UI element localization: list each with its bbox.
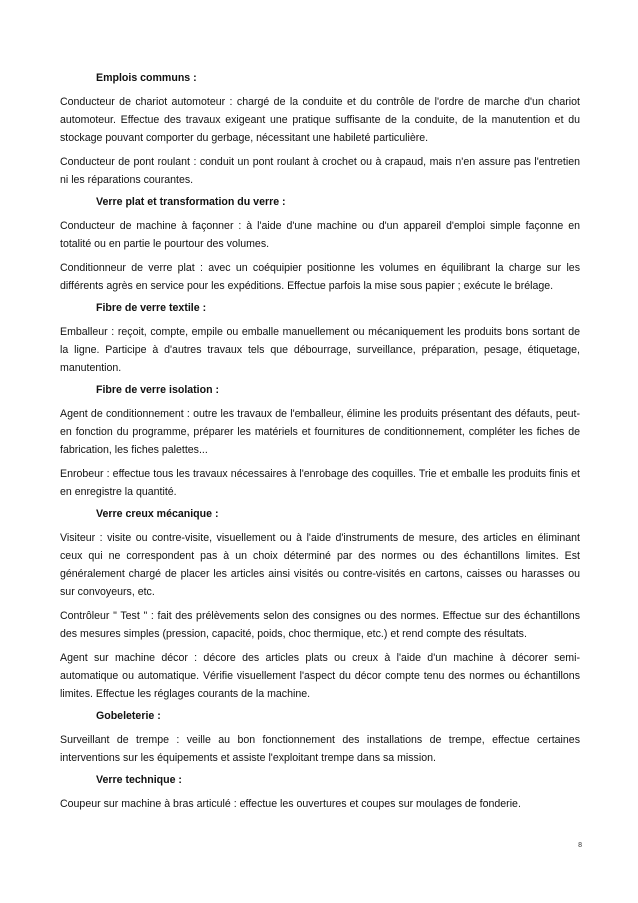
paragraph: Surveillant de trempe : veille au bon fonctionnement des installations de trempe, effectue certaines interventions sur les équipements et assiste l'exploitant trempe dans sa mission.	[60, 734, 580, 764]
paragraph: Conditionneur de verre plat : avec un coéquipier positionne les volumes en équilibrant la charge sur les différents agrès en service pour les expéditions. Effectue parfois la mise sous papier ; exécute le brélage.	[60, 262, 580, 292]
section-verre-creux	[60, 507, 580, 703]
page-content	[60, 71, 580, 819]
section-heading: Gobeleterie :	[96, 710, 161, 722]
paragraph: Conducteur de machine à façonner : à l'aide d'une machine ou d'un appareil d'emploi simple façonne en totalité ou en partie le pourtour des volumes.	[60, 220, 580, 250]
paragraph: Coupeur sur machine à bras articulé : effectue les ouvertures et coupes sur moulages de fonderie.	[60, 798, 521, 810]
paragraph: Conducteur de pont roulant : conduit un pont roulant à crochet ou à crapaud, mais n'en assure pas l'entretien ni les réparations courantes.	[60, 156, 580, 186]
section-emplois-communs	[60, 71, 580, 189]
section-fibre-textile	[60, 301, 580, 377]
section-heading: Emplois communs :	[96, 72, 197, 84]
paragraph: Conducteur de chariot automoteur : chargé de la conduite et du contrôle de l'ordre de marche d'un chariot automoteur. Effectue des travaux exigeant une pratique suffisante de la conduite, de la manutention et du stockage pouvant comporter du gerbage, nécessitant une habileté particulière.	[60, 96, 580, 144]
section-heading: Verre technique :	[96, 774, 182, 786]
section-heading: Fibre de verre isolation :	[96, 384, 220, 396]
paragraph: Visiteur : visite ou contre-visite, visuellement ou à l'aide d'instruments de mesure, des articles en éliminant ceux qui ne correspondent pas à un choix déterminé par des normes ou des échantillons limites. Est généralement chargé de placer les articles ainsi visités ou contre-visités en cartons, caisses ou harasses ou sur convoyeurs, etc.	[60, 532, 580, 598]
section-heading: Verre creux mécanique :	[96, 508, 219, 520]
section-heading: Fibre de verre textile :	[96, 302, 207, 314]
paragraph: Agent sur machine décor : décore des articles plats ou creux à l'aide d'un machine à décorer semi-automatique ou automatique. Vérifie visuellement l'aspect du décor compte tenu des normes ou échantillons limites. Effectue les réglages courants de la machine.	[60, 652, 580, 700]
section-verre-plat	[60, 195, 580, 295]
page-number: 8	[578, 842, 582, 849]
paragraph: Agent de conditionnement : outre les travaux de l'emballeur, élimine les produits présentant des défauts, peut-en fonction du programme, préparer les matériels et fournitures de conditionnement, compléter les fiches de fabrication, les fiches palettes...	[60, 408, 580, 456]
paragraph: Contrôleur " Test " : fait des prélèvements selon des consignes ou des normes. Effectue sur des échantillons des mesures simples (pression, capacité, poids, choc thermique, etc.) et rend compte des résultats.	[60, 610, 580, 640]
section-verre-technique	[60, 773, 580, 813]
section-gobeleterie	[60, 709, 580, 767]
section-heading: Verre plat et transformation du verre :	[96, 196, 286, 208]
section-fibre-isolation	[60, 383, 580, 501]
paragraph: Enrobeur : effectue tous les travaux nécessaires à l'enrobage des coquilles. Trie et emballe les produits finis et en enregistre la quantité.	[60, 468, 580, 498]
paragraph: Emballeur : reçoit, compte, empile ou emballe manuellement ou mécaniquement les produits bons sortant de la ligne. Participe à d'autres travaux tels que débourrage, surveillance, préparation, pesage, étiquetage, manutention.	[60, 326, 580, 374]
